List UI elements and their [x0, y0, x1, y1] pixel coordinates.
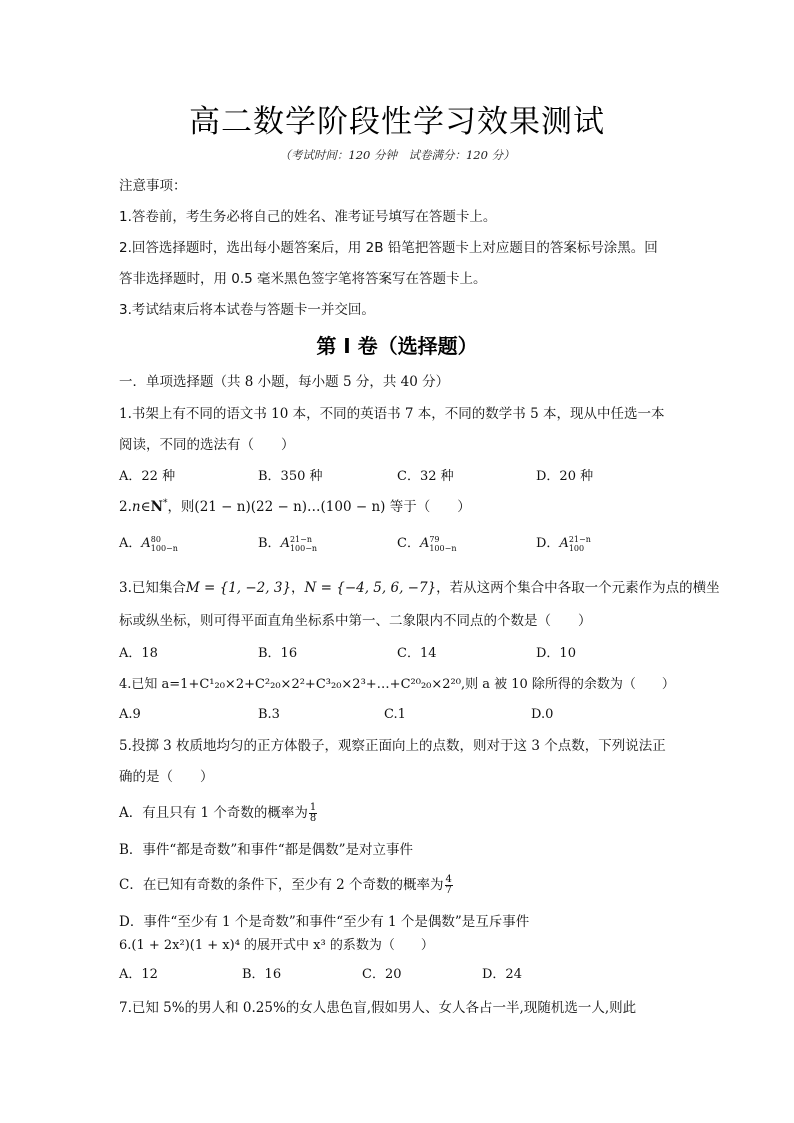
part-heading: 一．单项选择题（共 8 小题，每小题 5 分，共 40 分）: [119, 374, 450, 390]
q2-option-a-letter: A．: [119, 536, 142, 551]
q5-option-a: [119, 803, 318, 824]
q3-option-a: A．18: [119, 646, 158, 661]
q2-option-c: [397, 534, 456, 554]
q2-option-b-sup: 21−n: [289, 534, 312, 544]
q5-option-a-text: A．有且只有 1 个奇数的概率为: [119, 805, 308, 821]
q7-line-1: 7.已知 5%的男人和 0.25%的女人患色盲,假如男人、女人各占一半,现随机选一人,则此: [119, 1000, 637, 1016]
q5-option-c-denominator: 7: [445, 885, 452, 896]
q4-stem: 4.已知 a=1+C¹₂₀×2+C²₂₀×2²+C³₂₀×2³+…+C²⁰₂₀×2²⁰,则 a 被 10 除所得的余数为（ ）: [119, 677, 675, 692]
q6-option-b: B．16: [242, 967, 282, 982]
q2-option-b-letter: B．: [258, 536, 281, 551]
q1-option-d: D．20 种: [536, 469, 594, 484]
q3-set-m: M = {1, −2, 3}: [185, 580, 292, 596]
q2-option-d: [536, 534, 591, 554]
q4-option-b: B.3: [258, 707, 280, 722]
q5-option-a-numerator: 1: [309, 802, 317, 813]
q3-set-n: N = {−4, 5, 6, −7}: [304, 580, 437, 596]
section-title: 第 I 卷（选择题）: [316, 334, 478, 358]
q2-set-n: N: [150, 499, 163, 515]
note-line-1: 1.答卷前，考生务必将自己的姓名、准考证号填写在答题卡上。: [119, 209, 497, 225]
q5-option-d: D．事件“至少有 1 个是奇数”和事件“至少有 1 个是偶数”是互斥事件: [119, 914, 530, 930]
exam-subtitle: （考试时间：120 分钟 试卷满分：120 分）: [279, 148, 515, 162]
q6-option-d: D．24: [482, 967, 522, 982]
q2-option-a-sub: 100−n: [150, 543, 178, 553]
q2-option-c-sub: 100−n: [429, 543, 457, 553]
q2-option-c-base: A: [419, 536, 430, 551]
q3-line-1: [119, 578, 720, 598]
q5-option-c-numerator: 4: [445, 874, 452, 885]
q2-prefix: 2.: [119, 499, 132, 515]
q5-option-c: [119, 875, 454, 896]
q4-option-c: C.1: [384, 707, 406, 722]
q5-option-a-fraction: [309, 803, 317, 824]
q1-line-2: 阅读，不同的选法有（ ）: [119, 437, 295, 453]
q1-option-c: C．32 种: [397, 469, 454, 484]
q2-option-a: [119, 534, 178, 554]
q3-option-d: D．10: [536, 646, 576, 661]
q2-option-a-sup: 80: [150, 534, 161, 544]
q6-stem: 6.(1 + 2x²)(1 + x)⁴ 的展开式中 x³ 的系数为（ ）: [119, 938, 434, 953]
exam-title: 高二数学阶段性学习效果测试: [189, 104, 605, 140]
q1-line-1: 1.书架上有不同的语文书 10 本，不同的英语书 7 本，不同的数学书 5 本，现从中任选一本: [119, 406, 665, 422]
q3-option-b: B．16: [258, 646, 298, 661]
q2-variable: n: [131, 499, 141, 515]
q6-option-c: C．20: [362, 967, 402, 982]
q1-option-a: A．22 种: [119, 469, 176, 484]
q3-part-2: ，若从这两个集合中各取一个元素作为点的横坐: [436, 580, 720, 596]
q5-line-2: 确的是（ ）: [119, 769, 214, 785]
q3-option-c: C．14: [397, 646, 437, 661]
q2-option-b-base: A: [280, 536, 290, 551]
q3-line-2: 标或纵坐标，则可得平面直角坐标系中第一、二象限内不同点的个数是（ ）: [119, 613, 592, 629]
q2-set-star: *: [162, 498, 168, 509]
q2-option-c-letter: C．: [397, 536, 420, 551]
note-line-4: 3.考试结束后将本试卷与答题卡一并交回。: [119, 302, 375, 318]
q2-option-d-sup: 21−n: [568, 534, 591, 544]
q2-option-c-sup: 79: [429, 534, 440, 544]
q3-part-1: 3.已知集合: [119, 580, 186, 596]
q5-option-b: B．事件“都是奇数”和事件“都是偶数”是对立事件: [119, 842, 414, 858]
q2-text: ，则(21 − n)(22 − n)…(100 − n) 等于（ ）: [167, 499, 471, 515]
q2-option-d-base: A: [559, 536, 569, 551]
q5-option-c-fraction: [445, 875, 453, 896]
q2-option-a-base: A: [141, 536, 151, 551]
q3-comma: ，: [291, 580, 305, 596]
note-line-3: 答非选择题时，用 0.5 毫米黑色签字笔将答案写在答题卡上。: [119, 271, 487, 287]
q2-option-b-sub: 100−n: [289, 543, 318, 553]
q2-option-d-letter: D．: [536, 536, 560, 551]
q1-option-b: B．350 种: [258, 469, 323, 484]
q5-option-a-denominator: 8: [309, 813, 317, 824]
note-line-2: 2.回答选择题时，选出每小题答案后，用 2B 铅笔把答题卡上对应题目的答案标号涂黑。回: [119, 240, 658, 256]
q2-option-d-sub: 100: [568, 543, 585, 553]
q5-line-1: 5.投掷 3 枚质地均匀的正方体骰子，观察正面向上的点数，则对于这 3 个点数，下列说法正: [119, 738, 666, 754]
q4-option-a: A.9: [119, 707, 141, 722]
q2-in-symbol: ∈: [140, 499, 151, 515]
q2-stem: [119, 497, 471, 517]
q6-option-a: A．12: [119, 967, 158, 982]
notes-heading: 注意事项：: [119, 178, 187, 194]
q2-option-b: [258, 534, 317, 554]
q5-option-c-text: C．在已知有奇数的条件下，至少有 2 个奇数的概率为: [119, 877, 444, 893]
q4-option-d: D.0: [531, 707, 554, 722]
